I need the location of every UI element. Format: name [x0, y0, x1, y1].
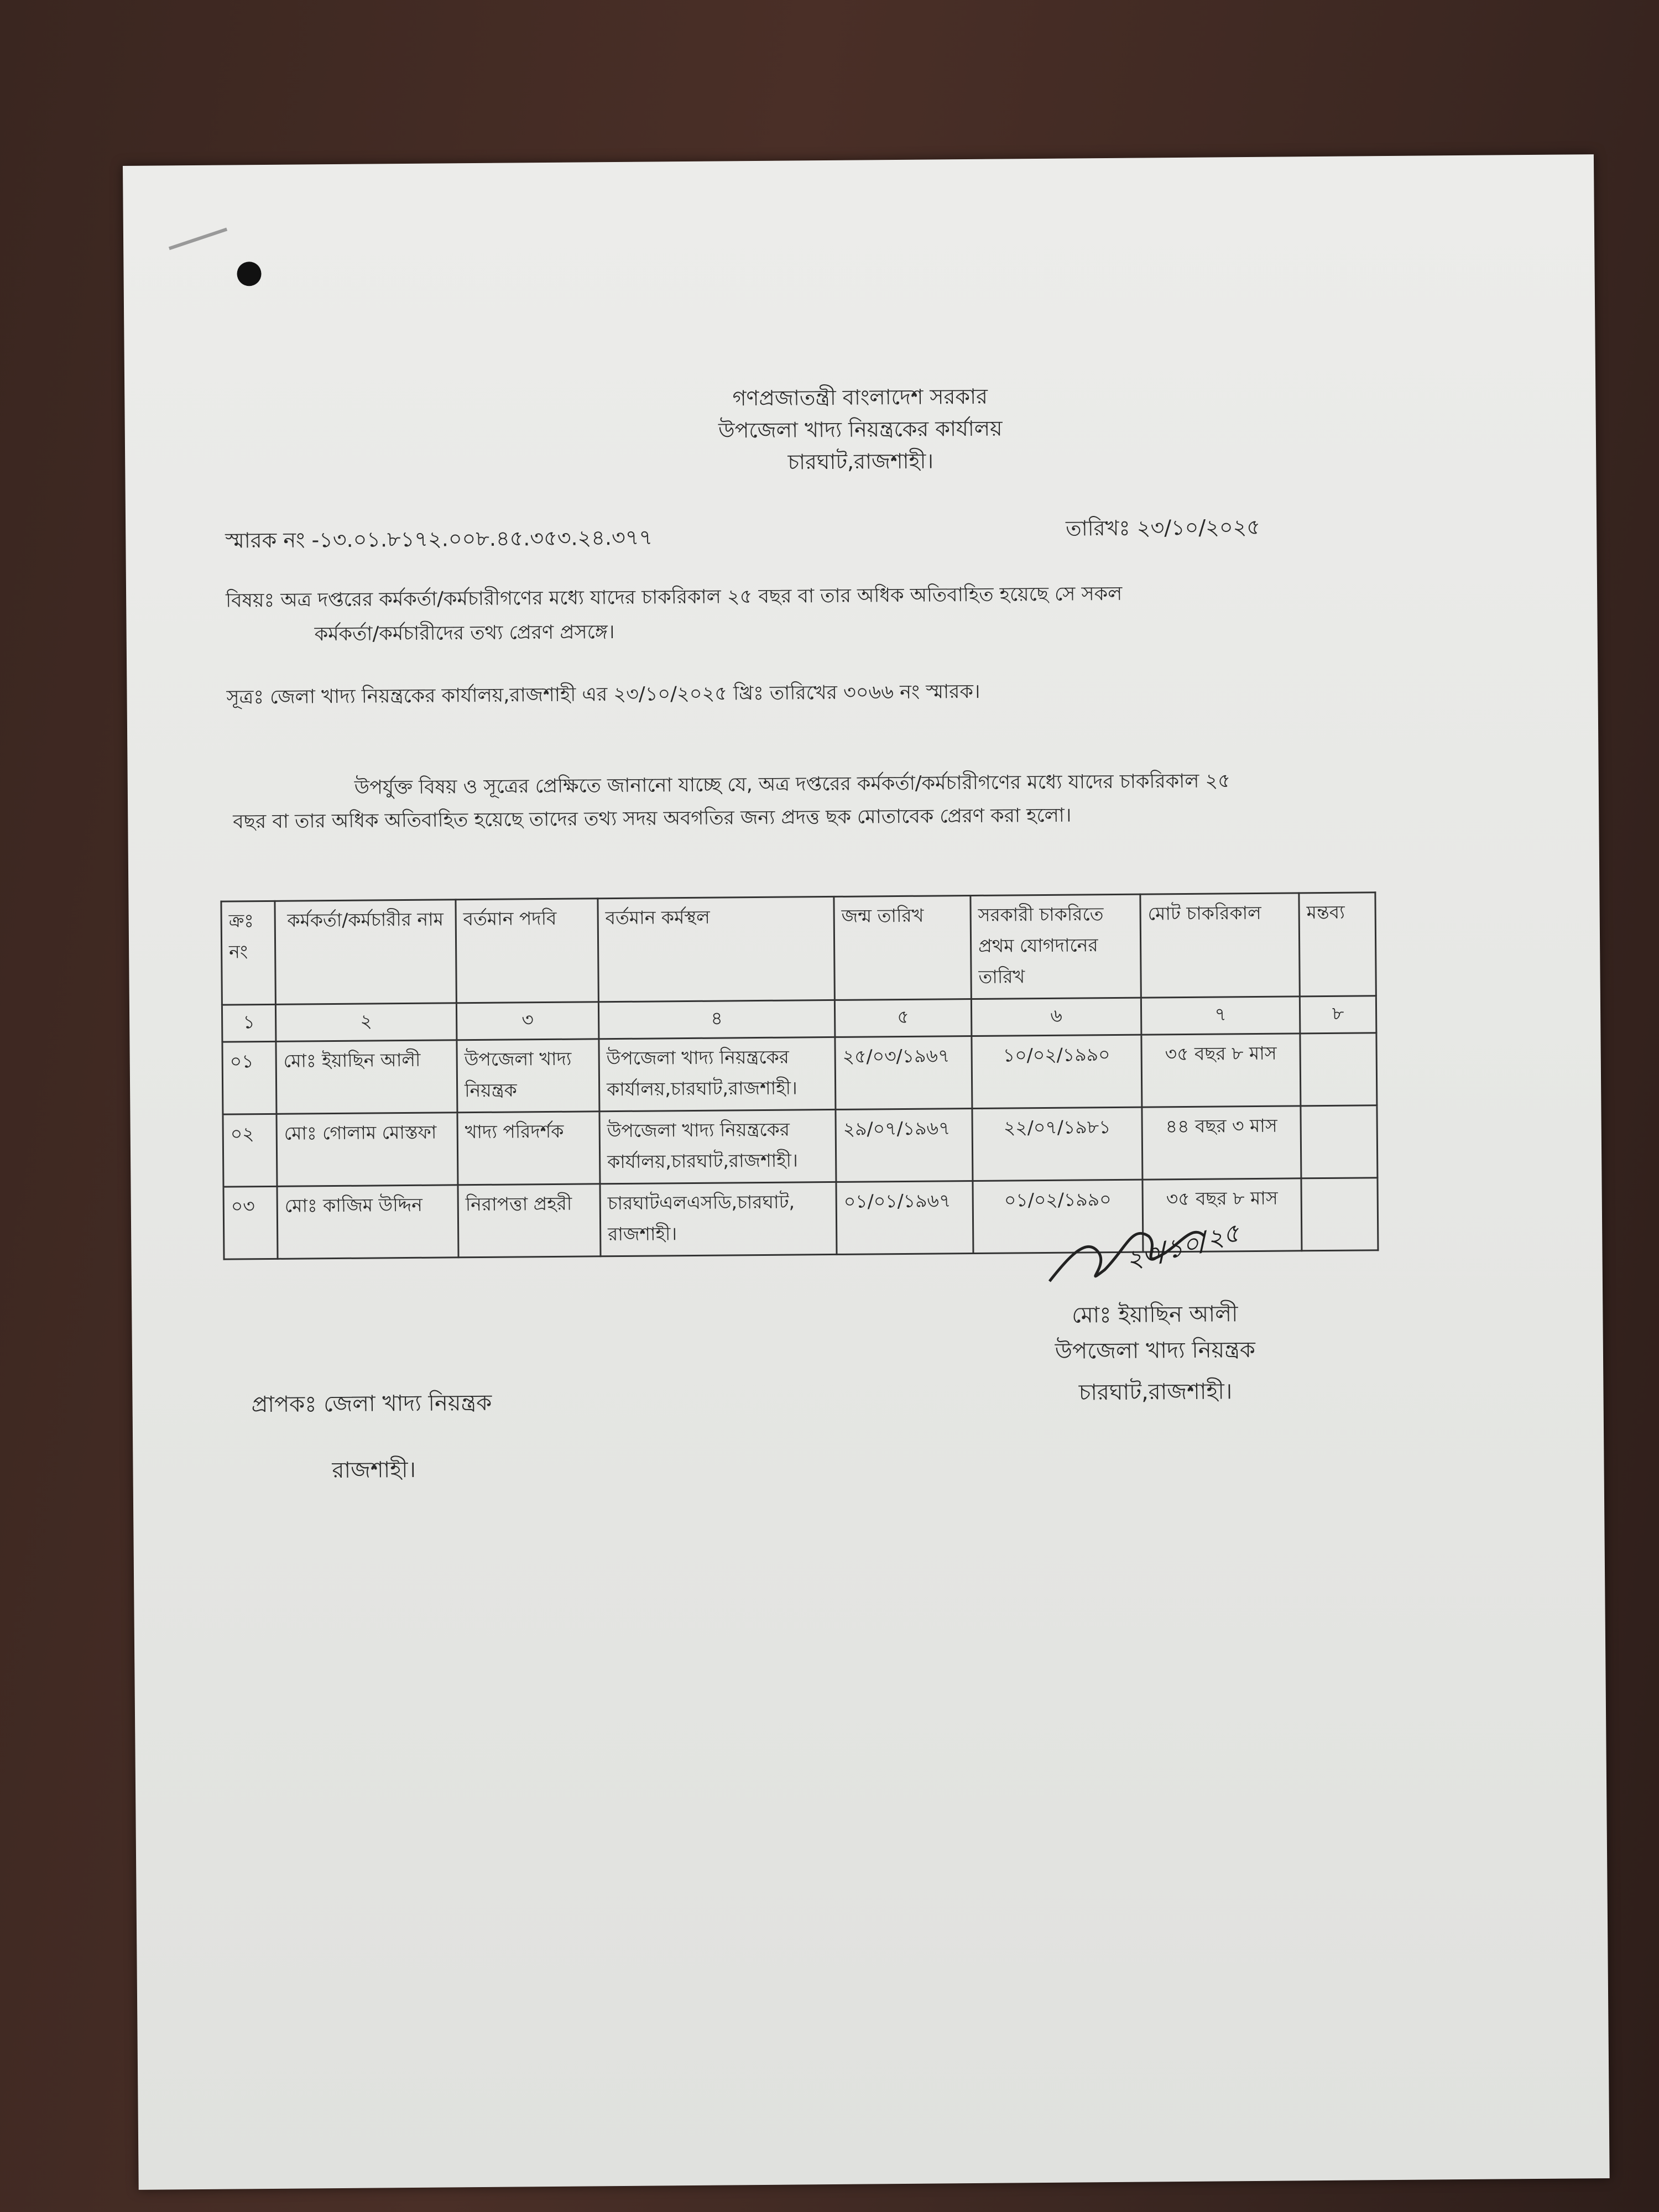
- cell-name: মোঃ ইয়াছিন আলী: [276, 1040, 457, 1114]
- cell-workplace: উপজেলা খাদ্য নিয়ন্ত্রকের কার্যালয়,চারঘাট,রাজশাহী।: [599, 1109, 836, 1183]
- body-line-2: বছর বা তার অধিক অতিবাহিত হয়েছে তাদের তথ্য সদয় অবগতির জন্য প্রদত্ত ছক মোতাবেক প্রেরণ করা হলো।: [233, 804, 1072, 833]
- cell-designation: খাদ্য পরিদর্শক: [457, 1112, 600, 1185]
- cell-name: মোঃ কাজিম উদ্দিন: [277, 1185, 458, 1259]
- table-header-row: [221, 893, 1376, 1005]
- cell-serial: ০৩: [223, 1186, 278, 1259]
- cell-serial: ০১: [222, 1041, 276, 1114]
- header-joining-date: সরকারী চাকরিতে প্রথম যোগদানের তারিখ: [971, 894, 1141, 999]
- cell-remarks: [1301, 1105, 1378, 1178]
- signatory-name: মোঃ ইয়াছিন আলী: [1072, 1301, 1238, 1328]
- header-line-1: গণপ্রজাতন্ত্রী বাংলাদেশ সরকার: [732, 384, 988, 411]
- column-number: ১: [222, 1004, 276, 1042]
- subject-line-2: কর্মকর্তা/কর্মচারীদের তথ্য প্রেরণ প্রসঙ্গে।: [314, 621, 615, 646]
- column-number: ৫: [834, 999, 972, 1037]
- cell-remarks: [1301, 1178, 1378, 1251]
- table-row: [222, 1033, 1377, 1114]
- header-serial: ক্রঃ নং: [221, 901, 275, 1005]
- column-number: ৮: [1300, 996, 1376, 1034]
- header-remarks: মন্তব্য: [1299, 893, 1376, 997]
- column-number: ৩: [456, 1002, 599, 1040]
- header-name: কর্মকর্তা/কর্মচারীর নাম: [275, 900, 456, 1005]
- header-line-3: চারঘাট,রাজশাহী।: [787, 448, 934, 474]
- cell-joining-date: ১০/০২/১৯৯০: [972, 1035, 1142, 1108]
- column-number: ৭: [1141, 997, 1300, 1035]
- cell-birth-date: ২৯/০৭/১৯৬৭: [836, 1108, 973, 1182]
- table-row: [223, 1105, 1378, 1187]
- cell-birth-date: ২৫/০৩/১৯৬৭: [835, 1036, 972, 1109]
- cell-workplace: চারঘাটএলএসডি,চারঘাট, রাজশাহী।: [600, 1182, 837, 1256]
- memo-number: স্মারক নং -১৩.০১.৮১৭২.০০৮.৪৫.৩৫৩.২৪.৩৭৭: [225, 525, 653, 553]
- header-line-2: উপজেলা খাদ্য নিয়ন্ত্রকের কার্যালয়: [718, 416, 1003, 443]
- cell-joining-date: ২২/০৭/১৯৮১: [972, 1107, 1142, 1181]
- cell-workplace: উপজেলা খাদ্য নিয়ন্ত্রকের কার্যালয়,চারঘাট,রাজশাহী।: [599, 1037, 836, 1111]
- cell-remarks: [1300, 1033, 1377, 1106]
- pencil-mark: [169, 228, 227, 251]
- cell-name: মোঃ গোলাম মোস্তফা: [276, 1113, 458, 1187]
- document-page: [123, 154, 1610, 2190]
- signatory-designation: উপজেলা খাদ্য নিয়ন্ত্রক: [1055, 1337, 1256, 1364]
- column-number: ২: [275, 1003, 457, 1042]
- header-designation: বর্তমান পদবি: [456, 899, 598, 1003]
- reference: সূত্রঃ জেলা খাদ্য নিয়ন্ত্রকের কার্যালয়,রাজশাহী এর ২৩/১০/২০২৫ খ্রিঃ তারিখের ৩০৬৬ নং স্মারক।: [226, 680, 980, 709]
- cell-serial: ০২: [223, 1114, 277, 1187]
- cell-birth-date: ০১/০১/১৯৬৭: [836, 1181, 973, 1254]
- signatory-location: চারঘাট,রাজশাহী।: [1078, 1379, 1233, 1406]
- punch-hole: [237, 262, 261, 286]
- signature-date: ২৩/১০/২৫: [1122, 1217, 1243, 1276]
- cell-designation: নিরাপত্তা প্রহরী: [458, 1184, 601, 1258]
- cell-designation: উপজেলা খাদ্য নিয়ন্ত্রক: [457, 1039, 599, 1113]
- memo-date: তারিখঃ ২৩/১০/২০২৫: [1066, 514, 1261, 541]
- header-workplace: বর্তমান কর্মস্থল: [598, 896, 834, 1001]
- cell-total-service: ৩৫ বছর ৮ মাস: [1142, 1178, 1302, 1252]
- cell-joining-date: ০১/০২/১৯৯০: [973, 1180, 1143, 1253]
- subject-line-1: বিষয়ঃ অত্র দপ্তরের কর্মকর্তা/কর্মচারীগণের মধ্যে যাদের চাকরিকাল ২৫ বছর বা তার অধিক অতিবাহিত হয়েছে সে সকল: [226, 582, 1123, 612]
- cell-total-service: ৩৫ বছর ৮ মাস: [1141, 1034, 1301, 1107]
- header-total-service: মোট চাকরিকাল: [1140, 893, 1300, 998]
- header-birth-date: জন্ম তারিখ: [834, 896, 971, 1000]
- body-line-1: উপর্যুক্ত বিষয় ও সূত্রের প্রেক্ষিতে জানানো যাচ্ছে যে, অত্র দপ্তরের কর্মকর্তা/কর্মচারীগণের মধ্যে যাদের চাকরিকাল ২৫: [354, 770, 1231, 799]
- cell-total-service: ৪৪ বছর ৩ মাস: [1142, 1106, 1301, 1180]
- recipient-line-2: রাজশাহী।: [332, 1457, 416, 1484]
- column-number: ৬: [971, 998, 1141, 1036]
- recipient-line-1: প্রাপকঃ জেলা খাদ্য নিয়ন্ত্রক: [251, 1390, 492, 1418]
- column-number: ৪: [598, 1000, 835, 1039]
